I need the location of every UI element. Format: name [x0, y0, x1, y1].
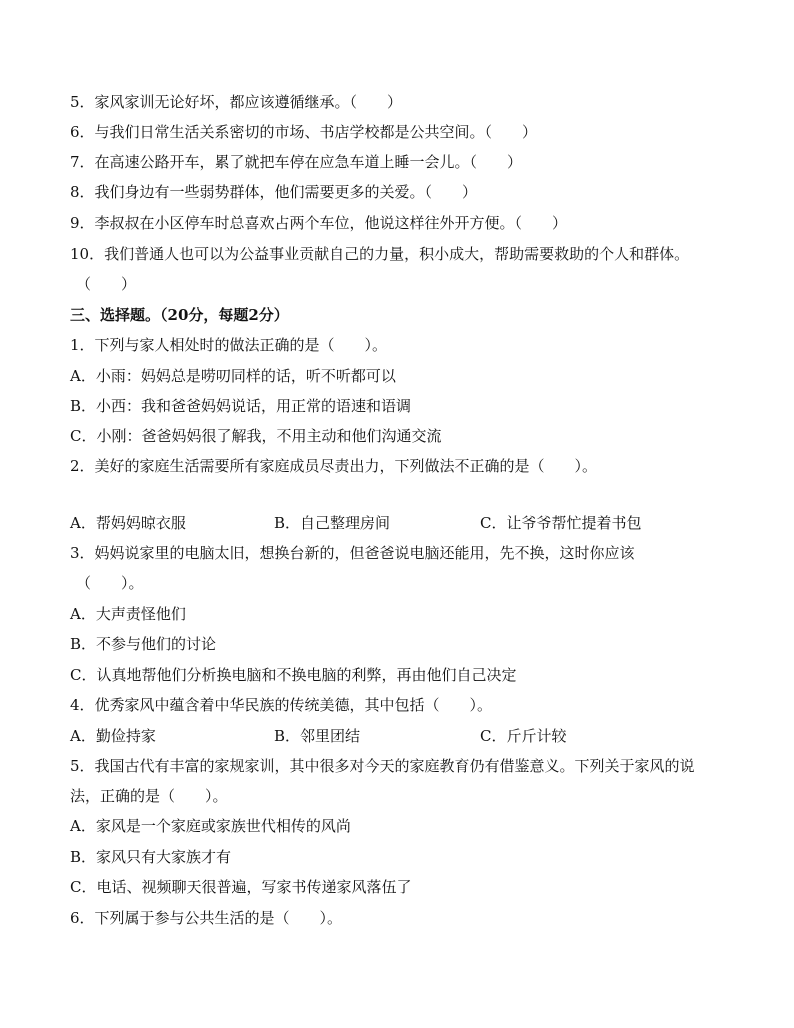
question-2-option-a: A．帮妈妈晾衣服	[70, 514, 186, 532]
judgement-item-7: 7．在高速公路开车，累了就把车停在应急车道上睡一会儿。（ ）	[70, 153, 523, 171]
judgement-item-10: 10．我们普通人也可以为公益事业贡献自己的力量，积小成大，帮助需要救助的个人和群体。	[70, 245, 690, 263]
judgement-item-6: 6．与我们日常生活关系密切的市场、书店学校都是公共空间。（ ）	[70, 123, 538, 141]
question-5-stem: 5．我国古代有丰富的家规家训，其中很多对今天的家庭教育仍有借鉴意义。下列关于家风的说	[70, 757, 695, 775]
question-4-option-b: B．邻里团结	[274, 727, 361, 745]
question-3-stem: 3．妈妈说家里的电脑太旧，想换台新的，但爸爸说电脑还能用，先不换，这时你应该	[70, 544, 635, 562]
judgement-item-5: 5．家风家训无论好坏，都应该遵循继承。（ ）	[70, 93, 403, 111]
question-1-option-c: C．小刚：爸爸妈妈很了解我，不用主动和他们沟通交流	[70, 427, 442, 445]
question-5-stem-continued: 法，正确的是（ ）。	[70, 787, 228, 805]
judgement-item-8: 8．我们身边有一些弱势群体，他们需要更多的关爱。（ ）	[70, 183, 478, 201]
question-1-option-a: A．小雨：妈妈总是唠叨同样的话，听不听都可以	[70, 367, 396, 385]
question-4-option-c: C．斤斤计较	[480, 727, 567, 745]
question-4-stem: 4．优秀家风中蕴含着中华民族的传统美德，其中包括（ ）。	[70, 696, 493, 714]
question-3-stem-continued: （ ）。	[76, 574, 144, 592]
section-heading-choice: 三、选择题。（20分，每题2分）	[70, 306, 289, 324]
question-2-option-c: C．让爷爷帮忙提着书包	[480, 514, 642, 532]
question-2-option-b: B．自己整理房间	[274, 514, 391, 532]
question-6-stem: 6．下列属于参与公共生活的是（ ）。	[70, 909, 343, 927]
question-3-option-b: B．不参与他们的讨论	[70, 635, 217, 653]
judgement-item-9: 9．李叔叔在小区停车时总喜欢占两个车位，他说这样往外开方便。（ ）	[70, 214, 568, 232]
question-1-stem: 1．下列与家人相处时的做法正确的是（ ）。	[70, 336, 388, 354]
question-5-option-c: C．电话、视频聊天很普遍，写家书传递家风落伍了	[70, 878, 412, 896]
question-5-option-a: A．家风是一个家庭或家族世代相传的风尚	[70, 817, 351, 835]
question-2-stem: 2．美好的家庭生活需要所有家庭成员尽责出力，下列做法不正确的是（ ）。	[70, 457, 598, 475]
question-5-option-b: B．家风只有大家族才有	[70, 848, 232, 866]
judgement-item-10-answer-blank: （ ）	[76, 275, 137, 293]
question-3-option-c: C．认真地帮他们分析换电脑和不换电脑的利弊，再由他们自己决定	[70, 666, 517, 684]
question-3-option-a: A．大声责怪他们	[70, 605, 186, 623]
question-4-option-a: A．勤俭持家	[70, 727, 156, 745]
question-1-option-b: B．小西：我和爸爸妈妈说话，用正常的语速和语调	[70, 397, 412, 415]
